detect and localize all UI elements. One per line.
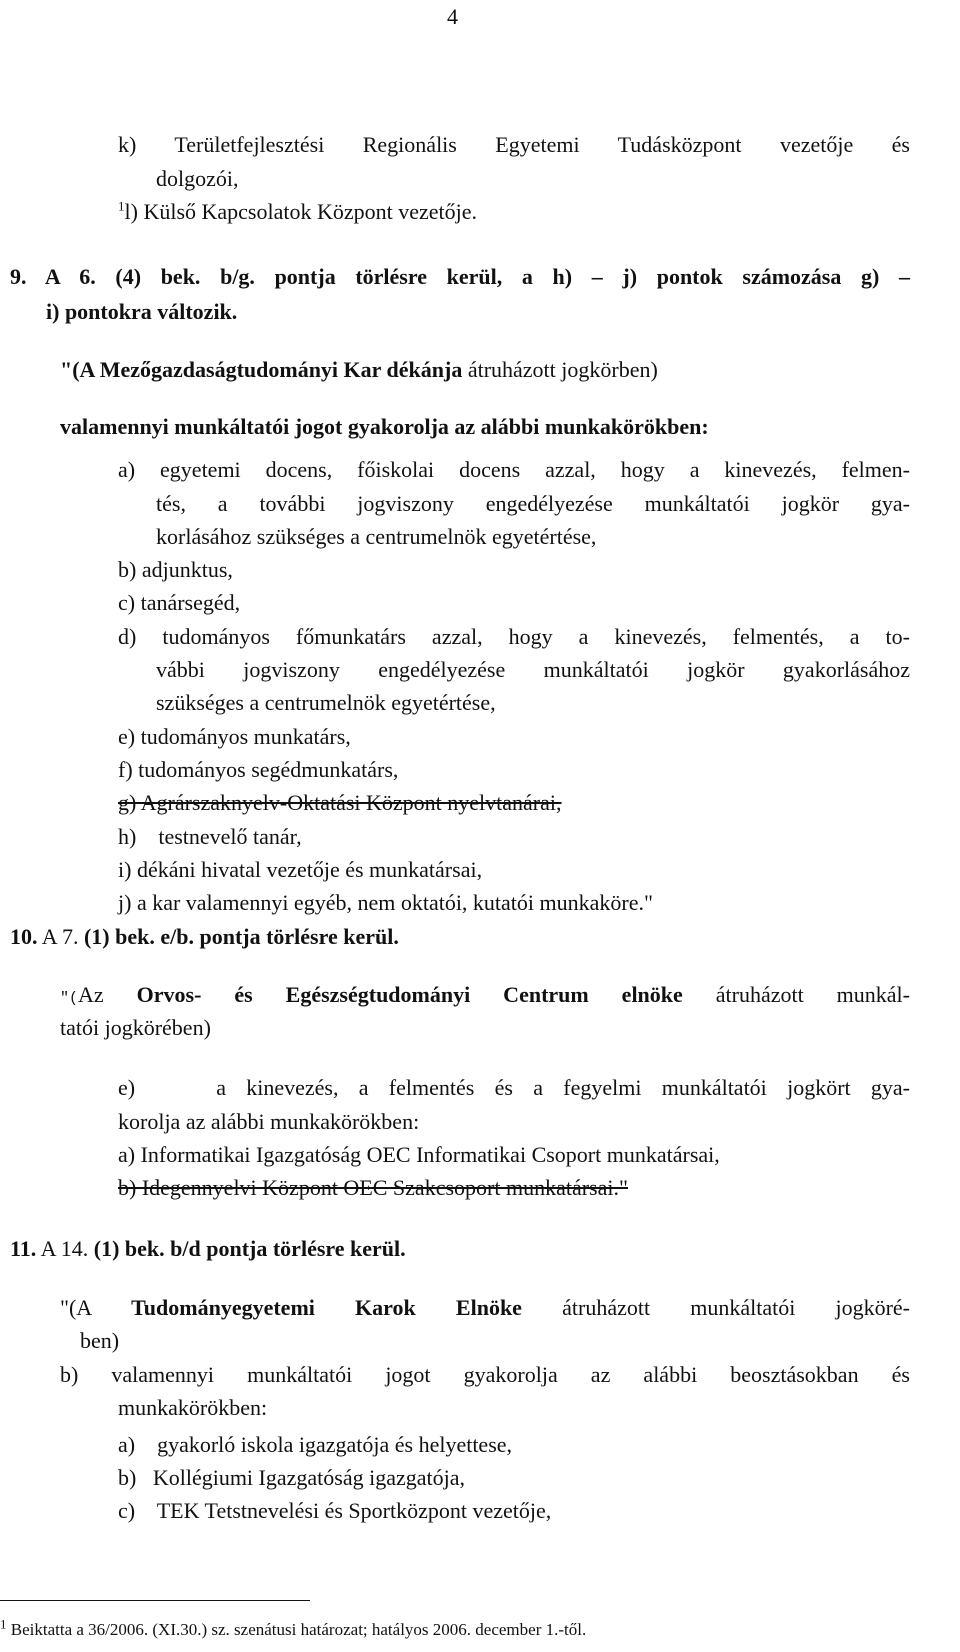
- list-item: a) egyetemi docens, főiskolai docens azzal, hogy a kinevezés, felmen-: [118, 457, 910, 482]
- list-item-struck: g) Agrárszaknyelv-Oktatási Központ nyelvtanárai,: [118, 790, 562, 815]
- list-item-cont: vábbi jogviszony engedélyezése munkáltatói jogkör gyakorlásához: [156, 657, 910, 682]
- list-item-cont: korlásához szükséges a centrumelnök egyetértése,: [156, 524, 597, 549]
- item-l-text: l) Külső Kapcsolatok Központ vezetője.: [124, 199, 478, 224]
- item-l: [118, 197, 477, 227]
- quote-2-item-e-cont: korolja az alábbi munkakörökben:: [118, 1109, 420, 1134]
- page-number: 4: [447, 4, 458, 29]
- quote-2-heading-line2: tatói jogkörében): [60, 1015, 211, 1040]
- list-item-cont: szükséges a centrumelnök egyetértése,: [156, 690, 496, 715]
- list-item-struck: b) Idegennyelvi Központ OEC Szakcsoport munkatársai.": [118, 1175, 628, 1200]
- quote-1-subheading: valamennyi munkáltatói jogot gyakorolja az alábbi munkakörökben:: [60, 414, 709, 439]
- quote-3-item-b-cont: munkakörökben:: [118, 1395, 268, 1420]
- quote-3-heading: "(A Tudományegyetemi Karok Elnöke átruházott munkáltatói jogköré-: [60, 1295, 911, 1320]
- quote-2-heading: "(Az Orvos- és Egészségtudományi Centrum elnöke átruházott munkál-: [60, 982, 910, 1007]
- list-item: i) dékáni hivatal vezetője és munkatársai,: [118, 857, 483, 882]
- quote-3-heading-line2: ben): [80, 1328, 120, 1353]
- list-item-cont: tés, a további jogviszony engedélyezése munkáltatói jogkör gya-: [156, 491, 910, 516]
- section-10: 10. A 7. (1) bek. e/b. pontja törlésre kerül.: [10, 924, 399, 949]
- quote-3-item-b: b) valamennyi munkáltatói jogot gyakorolja az alábbi beosztásokban és: [60, 1362, 910, 1387]
- list-item: e) tudományos munkatárs,: [118, 724, 351, 749]
- list-item: a) gyakorló iskola igazgatója és helyettese,: [118, 1432, 513, 1457]
- list-item: h) testnevelő tanár,: [118, 824, 302, 849]
- list-item: j) a kar valamennyi egyéb, nem oktatói, kutatói munkaköre.": [118, 890, 653, 915]
- list-item: b) Kollégiumi Igazgatóság igazgatója,: [118, 1465, 465, 1490]
- list-item: a) Informatikai Igazgatóság OEC Informatikai Csoport munkatársai,: [118, 1142, 720, 1167]
- section-9-line2: i) pontokra változik.: [46, 299, 238, 324]
- item-k-line1: k) Területfejlesztési Regionális Egyetemi Tudásközpont vezetője és: [118, 132, 910, 157]
- footnote-divider: [0, 1600, 310, 1601]
- list-item: d) tudományos főmunkatárs azzal, hogy a kinevezés, felmentés, a to-: [118, 624, 910, 649]
- quote-2-item-e: e) a kinevezés, a felmentés és a fegyelmi munkáltatói jogkört gya-: [118, 1075, 910, 1100]
- list-item: c) tanársegéd,: [118, 590, 241, 615]
- list-item: c) TEK Tetstnevelési és Sportközpont vezetője,: [118, 1498, 552, 1523]
- footnote: $^1$ Beiktatta a 36/2006. (XI.30.) sz. szenátusi határozat; hatályos 2006. december 1.-től.: [0, 1616, 587, 1639]
- footnote-marker: 1: [118, 198, 125, 214]
- quote-1-heading: "(A Mezőgazdaságtudományi Kar dékánja átruházott jogkörben): [60, 357, 658, 382]
- item-k-line2: dolgozói,: [156, 166, 239, 191]
- section-9-line1: 9. A 6. (4) bek. b/g. pontja törlésre kerül, a h) – j) pontok számozása g) –: [10, 264, 910, 289]
- list-item: f) tudományos segédmunkatárs,: [118, 757, 399, 782]
- section-11: 11. A 14. (1) bek. b/d pontja törlésre kerül.: [10, 1236, 406, 1261]
- list-item: b) adjunktus,: [118, 557, 233, 582]
